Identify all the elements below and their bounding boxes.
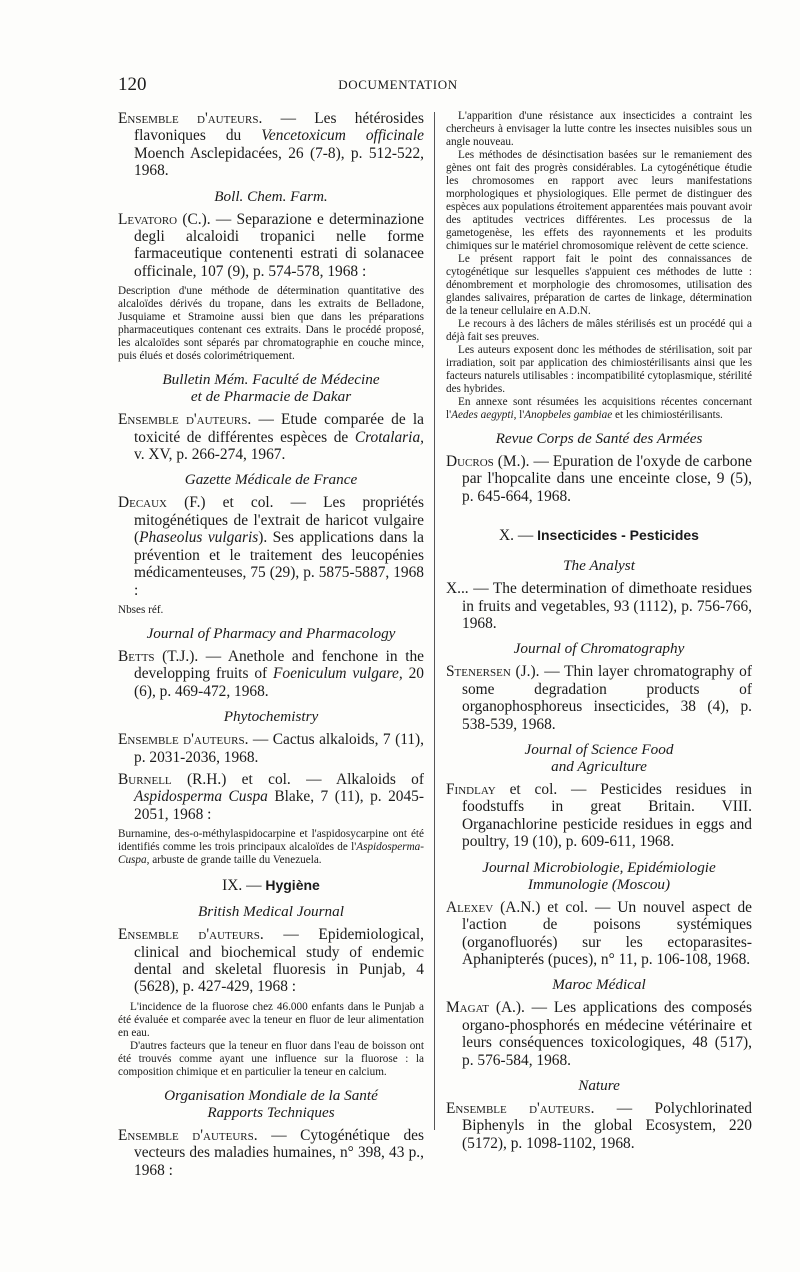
reference-entry: [446, 999, 752, 1069]
journal-title-line: and Agriculture: [551, 758, 647, 776]
abstract: [118, 828, 424, 867]
entry-author: Burnell: [118, 770, 172, 788]
entry-text: (M.). — Epuration de l'oxyde de carbone par l'hopcalite dans une enceinte close, 9 (5), p. 645-664, 1968.: [462, 453, 752, 505]
entry-text: . — Cytogénétique des vecteurs des maladies humaines, n° 398, 43 p., 1968 :: [134, 1126, 425, 1179]
journal-title: [446, 859, 752, 893]
journal-title-line: Immunologie (Moscou): [527, 875, 671, 893]
abstract: [118, 604, 424, 617]
abstract-text: En annexe sont résumées les acquisitions récentes concernant l': [446, 396, 752, 421]
entry-text: Moench Asclepidacées, 26 (7-8), p. 512-522, 1968.: [134, 144, 424, 180]
reference-entry: [118, 494, 424, 598]
reference-entry: [118, 411, 424, 463]
entry-species: Phaseolus vulgaris: [139, 529, 259, 547]
entry-text: Blake, 7 (11), p. 2045-2051, 1968 :: [134, 788, 424, 823]
journal-title: Gazette Médicale de France: [184, 471, 358, 489]
page-header: [118, 74, 678, 96]
section-number: IX. —: [222, 877, 266, 895]
journal-title: Boll. Chem. Farm.: [214, 187, 328, 205]
reference-entry: [118, 211, 424, 281]
entry-author: Magat: [446, 999, 490, 1017]
journal-title: [118, 1087, 424, 1121]
entry-author: Ensemble d'auteurs: [118, 926, 260, 944]
running-title: DOCUMENTATION: [338, 77, 458, 92]
page-number: 120: [118, 74, 147, 95]
abstract-paragraph: [446, 396, 752, 422]
journal-title: [118, 371, 424, 405]
entry-text: — The determination of dimethoate residues in fruits and vegetables, 93 (1112), p. 756-766, 1968.: [462, 580, 752, 633]
column-divider: [434, 112, 435, 1130]
journal-title: Journal of Pharmacy and Pharmacology: [146, 624, 396, 642]
abstract-paragraph: Description d'une méthode de détermination quantitative des alcaloïdes dérivés du tropane, dans les extraits de Belladone, Jusquiame et Stramoine aussi bien que dans les préparations pharmaceutiques contenant ces extraits. Dans le procédé proposé, les alcaloïdes sont séparés par chromatographie en couche mince, puis élués et dosés colorimétriquement.: [118, 285, 424, 363]
entry-text: . — Cactus alkaloids, 7 (11), p. 2031-2036, 1968.: [134, 731, 424, 766]
entry-text: v. XV, p. 266-274, 1967.: [134, 446, 286, 464]
entry-author: Levatoro: [118, 210, 178, 228]
entry-text: (R.H.) et col. — Alkaloids of: [171, 770, 424, 788]
entry-author: Alexev: [446, 898, 494, 916]
entry-text: (A.N.) et col. — Un nouvel aspect de l'action de poisons systémiques (organofluorés) sur les ectoparasites-Aphanipterés (puces), n° 11, p. 106-108, 1968.: [462, 898, 752, 968]
journal-title-line: Organisation Mondiale de la Santé: [164, 1086, 378, 1104]
reference-entry: [446, 899, 752, 969]
journal-title-line: Journal Microbiologie, Epidémiologie: [482, 858, 716, 876]
journal-title: Phytochemistry: [223, 708, 319, 726]
entry-author: Ensemble d'auteurs: [118, 411, 248, 429]
reference-entry: [118, 648, 424, 700]
entry-author: Ensemble d'auteurs: [446, 1099, 591, 1117]
reference-entry: [446, 580, 752, 632]
entry-author: Ensemble d'auteurs: [118, 731, 245, 749]
abstract-paragraph: [118, 828, 424, 867]
reference-entry: [446, 781, 752, 851]
abstract-paragraph: D'autres facteurs que la teneur en fluor dans l'eau de boisson ont été trouvés comme ayant une influence sur la fluorose : la composition chimique et en particulier la teneur en calcium.: [118, 1039, 424, 1078]
entry-author: X...: [446, 580, 469, 598]
entry-species: Aspidosperma Cuspa: [134, 788, 268, 806]
abstract-paragraph: L'incidence de la fluorose chez 46.000 enfants dans le Punjab a été évaluée et comparée avec la teneur en fluor de leur alimentation en eau.: [118, 1000, 424, 1039]
entry-author: Ensemble d'auteurs: [118, 1126, 254, 1144]
abstract-text: arbuste de grande taille du Venezuela.: [149, 854, 322, 867]
section-heading: [118, 877, 424, 895]
reference-entry: [118, 926, 424, 996]
journal-title: Journal of Chromatography: [513, 640, 685, 658]
entry-author: Stenersen: [446, 663, 511, 681]
abstract-paragraph: L'apparition d'une résistance aux insecticides a contraint les chercheurs à envisager la lutte contre les insectes nuisibles sous un angle nouveau.: [446, 110, 752, 148]
journal-title-line: Bulletin Mém. Faculté de Médecine: [162, 371, 380, 389]
entry-text: . — Polychlorinated Biphenyls in the global Ecosystem, 220 (5172), p. 1098-1102, 1968.: [462, 1099, 753, 1152]
abstract-paragraph: Le présent rapport fait le point des connaissances de cytogénétique sur lesquelles s'appuient ces méthodes de lutte : dénombrement et morphologie des chromosomes, utilisation des glandes salivaires, préparation de cartes de linkage, détermination de la teneur cellulaire en A.D.N.: [446, 253, 752, 317]
abstract-species: Anopbeles gambiae: [524, 409, 613, 421]
abstract-paragraph: Les auteurs exposent donc les méthodes de stérilisation, soit par irradiation, soit par application des chimiostérilisants ainsi que les facteurs naturels utilisables : incompatibilité cytoplasmique, stérilité des hybrides.: [446, 344, 752, 395]
abstract-species: Aspidosperma-Cuspa,: [118, 841, 424, 867]
abstract-text: Burnamine, des-o-méthylaspidocarpine et l'aspidosycarpine ont été identifiés comme les trois principaux alcaloïdes de l': [118, 828, 424, 854]
entry-text: (T.J.). — Anethole and fenchone in the developping fruits of: [134, 647, 424, 683]
entry-author: Betts: [118, 647, 155, 665]
journal-title: Revue Corps de Santé des Armées: [495, 430, 703, 447]
entry-text: . — Les hétérosides flavoniques du: [134, 110, 424, 145]
reference-entry: [446, 663, 752, 733]
entry-author: Ducros: [446, 453, 494, 470]
entry-species: Foeniculum vulgare,: [273, 665, 403, 683]
entry-species: Crotalaria,: [354, 428, 424, 446]
abstract: [118, 1001, 424, 1079]
section-heading: [446, 527, 752, 545]
journal-title-line: Rapports Techniques: [207, 1103, 335, 1121]
journal-title-line: et de Pharmacie de Dakar: [190, 388, 352, 406]
reference-entry: [118, 731, 424, 766]
entry-author: Findlay: [446, 781, 496, 799]
reference-entry: [118, 110, 424, 180]
entry-text: (C.). — Separazione e determinazione degli alcaloidi tropanici nelle forme farmaceutique contenenti estrati di solanacee officinale, 107 (9), p. 574-578, 1968 :: [134, 210, 424, 280]
entry-text: ). Ses applications dans la prévention et le traitement des leucopénies médicamenteuses, 75 (29), p. 5875-5887, 1968 :: [134, 529, 424, 599]
entry-author: Decaux: [118, 494, 168, 512]
reference-entry: [446, 1100, 752, 1152]
section-name: Insecticides - Pesticides: [537, 527, 699, 544]
journal-title: The Analyst: [563, 557, 635, 575]
reference-entry: [118, 1127, 424, 1179]
abstract-paragraph: Les méthodes de désinctisation basées sur le remaniement des gènes ont fait des progrès considérables. La cytogénétique étudie les chromosomes en rapport avec leurs manifestations morphologiques et physiologiques. Elle permet de distinguer des espèces aux populations étroitement apparentées mais pouvant avoir des aptitudes vectrices différentes. Les processus de la gametogenèse, les effets des rayonnements et les produits chimiques sur le matériel chromosomique relèvent de cette science.: [446, 149, 753, 252]
entry-text: (J.). — Thin layer chromatography of some degradation products of organophosphoreus insecticides, 38 (4), p. 538-539, 1968.: [462, 663, 752, 733]
journal-title: Nature: [578, 1076, 620, 1094]
reference-entry: [118, 771, 424, 823]
journal-title: [446, 741, 752, 775]
abstract-paragraph: Nbses réf.: [118, 603, 164, 616]
entry-text: 20 (6), p. 469-472, 1968.: [134, 665, 424, 700]
entry-text: . — Etude comparée de la toxicité de différentes espèces de: [134, 411, 424, 446]
right-column: [446, 110, 752, 1157]
journal-title: Maroc Médical: [552, 976, 646, 994]
abstract-species: Aedes aegypti,: [451, 409, 517, 421]
abstract-text: l': [516, 409, 525, 421]
journal-title-line: Journal of Science Food: [524, 741, 674, 759]
section-number: X. —: [499, 527, 538, 545]
journal-title: British Medical Journal: [198, 903, 344, 921]
entry-text: (A.). — Les applications des composés organo-phosphorés en médecine vétérinaire et leurs conséquences toxicologiques, 48 (517), p. 576-584, 1968.: [462, 999, 752, 1069]
abstract-paragraph: Le recours à des lâchers de mâles stérilisés est un procédé qui a déjà fait ses preuves.: [446, 318, 752, 343]
abstract-text: et les chimiostérilisants.: [612, 409, 723, 421]
entry-text: . — Epidemiological, clinical and biochemical study of endemic dental and skeletal fluoresis in Punjab, 4 (5628), p. 427-429, 1968 :: [134, 926, 424, 996]
entry-author: Ensemble d'auteurs: [118, 110, 259, 127]
entry-text: (F.) et col. — Les propriétés mitogénétiques de l'extrait de haricot vulgaire (: [134, 494, 424, 547]
entry-text: et col. — Pesticides residues in foodstuffs in great Britain. VIII. Organachlorine pesticide residues in eggs and poultry, 19 (10), p. 609-611, 1968.: [462, 781, 752, 851]
section-name: Hygiène: [265, 877, 320, 894]
abstract: [118, 285, 424, 363]
left-column: [118, 110, 424, 1184]
abstract: [446, 110, 752, 422]
reference-entry: [446, 453, 752, 505]
entry-species: Vencetoxicum officinale: [261, 127, 424, 145]
